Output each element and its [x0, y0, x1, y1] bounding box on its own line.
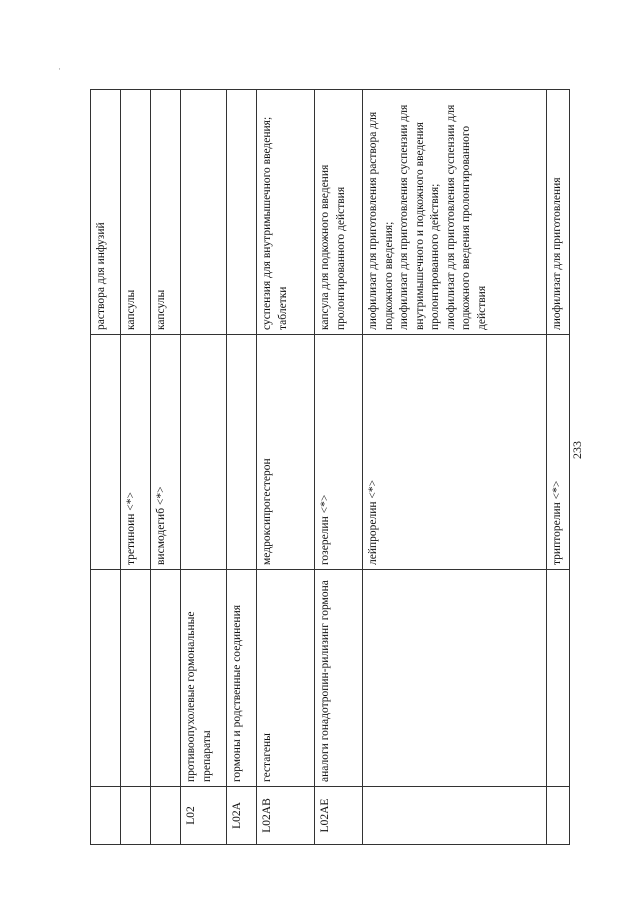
group-cell — [151, 570, 181, 787]
drug-cell: медроксипрогестерон — [257, 335, 315, 570]
atc-code-cell — [121, 787, 151, 845]
table-row — [315, 90, 363, 845]
drug-cell: лейпрорелин <*> — [363, 335, 547, 570]
atc-code-cell — [547, 787, 570, 845]
drug-cell — [227, 335, 257, 570]
group-cell — [121, 570, 151, 787]
group-cell: гестагены — [257, 570, 315, 787]
table-row — [227, 90, 257, 845]
table-row — [547, 90, 570, 845]
drug-cell: трипторелин <*> — [547, 335, 570, 570]
table-row — [91, 90, 121, 845]
rotated-table-container — [90, 90, 563, 845]
table-row — [257, 90, 315, 845]
group-cell — [91, 570, 121, 787]
atc-code-cell — [151, 787, 181, 845]
margin-mark: · — [58, 64, 61, 74]
drug-cell: висмодегиб <*> — [151, 335, 181, 570]
table-row — [151, 90, 181, 845]
table-row — [363, 90, 547, 845]
atc-code-cell: L02A — [227, 787, 257, 845]
table-row — [181, 90, 227, 845]
drug-cell: гозерелин <*> — [315, 335, 363, 570]
dosage-form-cell — [181, 90, 227, 335]
atc-code-cell — [363, 787, 547, 845]
drug-classification-table — [90, 89, 570, 845]
drug-cell — [181, 335, 227, 570]
atc-code-cell: L02AE — [315, 787, 363, 845]
dosage-form-cell: лиофилизат для приготовления — [547, 90, 570, 335]
atc-code-cell — [91, 787, 121, 845]
group-cell: аналоги гонадотропин-рилизинг гормона — [315, 570, 363, 787]
atc-code-cell: L02 — [181, 787, 227, 845]
dosage-form-cell: лиофилизат для приготовления раствора для подкожного введения; лиофилизат для приготовления суспензии для внутримышечного и подкожного введения пролонгированного действия; лиофилизат для приготовления суспензии для подкожного введения пролонгированного действия — [363, 90, 547, 335]
group-cell: противоопухолевые гормональные препараты — [181, 570, 227, 787]
page-number: 233 — [570, 441, 584, 459]
dosage-form-cell: капсула для подкожного введения пролонгированного действия — [315, 90, 363, 335]
table-row — [121, 90, 151, 845]
atc-code-cell: L02AB — [257, 787, 315, 845]
dosage-form-cell: капсулы — [151, 90, 181, 335]
group-cell — [547, 570, 570, 787]
dosage-form-cell: раствора для инфузий — [91, 90, 121, 335]
drug-cell: третиноин <*> — [121, 335, 151, 570]
group-cell — [363, 570, 547, 787]
drug-cell — [91, 335, 121, 570]
dosage-form-cell: суспензия для внутримышечного введения; таблетки — [257, 90, 315, 335]
dosage-form-cell: капсулы — [121, 90, 151, 335]
group-cell: гормоны и родственные соединения — [227, 570, 257, 787]
dosage-form-cell — [227, 90, 257, 335]
